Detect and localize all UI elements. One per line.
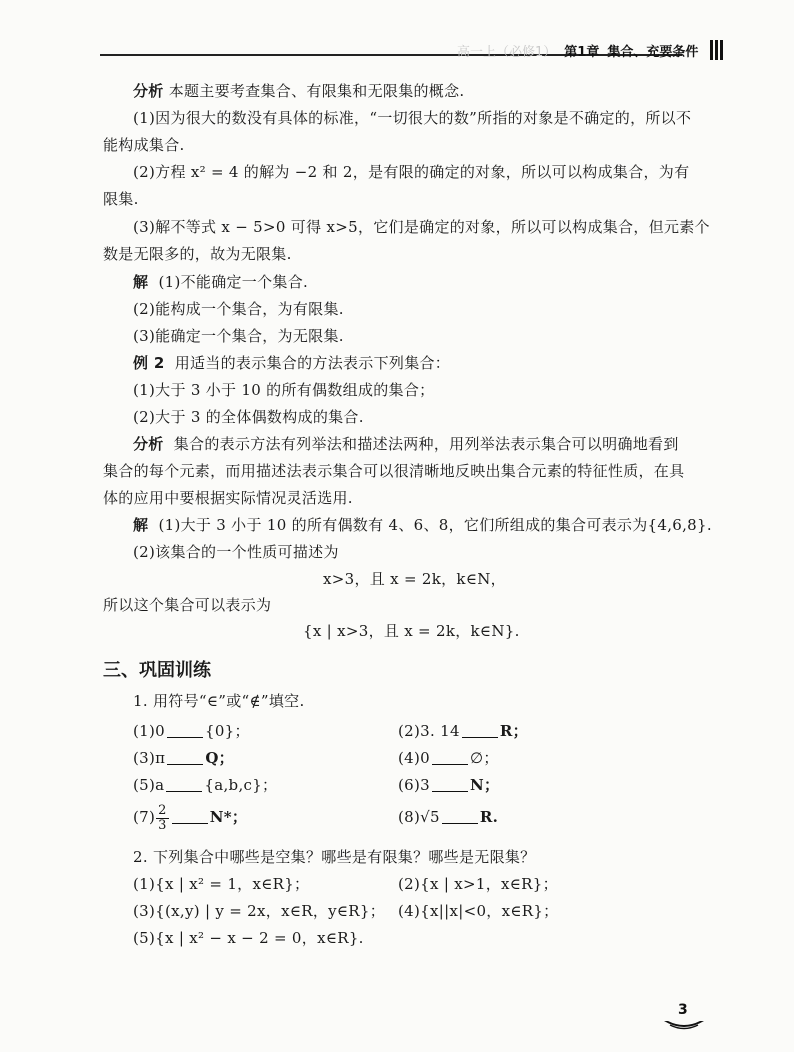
page-number-ornament xyxy=(664,1019,704,1031)
analysis2-line2: 集合的每个元素，而用描述法表示集合可以很清晰地反映出集合元素的特征性质，在具 xyxy=(103,462,685,480)
header-chapter: 第1章 xyxy=(564,44,600,60)
analysis2-line1: 分析 集合的表示方法有列举法和描述法两种，用列举法表示集合可以明确地看到 xyxy=(133,435,679,453)
answer-blank[interactable] xyxy=(172,809,208,824)
running-header xyxy=(457,38,723,62)
analysis1-intro: 分析 本题主要考查集合、有限集和无限集的概念. xyxy=(133,82,465,100)
analysis2-line3: 体的应用中要根据实际情况灵活选用. xyxy=(103,489,353,507)
analysis1-p3a: (3)解不等式 x − 5>0 可得 x>5，它们是确定的对象，所以可以构成集合，但元素个 xyxy=(133,218,710,236)
answer-blank[interactable] xyxy=(167,723,203,738)
exercise2-row: (3){(x,y) | y = 2x，x∈R，y∈R}； (4){x||x|<0，x∈R}； xyxy=(133,902,559,920)
solution2-formula2: {x | x>3，且 x = 2k，k∈N}. xyxy=(303,622,520,640)
example2-title: 例 2 用适当的表示集合的方法表示下列集合： xyxy=(133,354,451,372)
solution1-line2: (2)能构成一个集合，为有限集. xyxy=(133,300,344,318)
answer-blank[interactable] xyxy=(167,750,203,765)
analysis1-p2a: (2)方程 x² = 4 的解为 −2 和 2，是有限的确定的对象，所以可以构成集合，为有 xyxy=(133,163,690,181)
analysis1-p2b: 限集. xyxy=(103,190,139,208)
analysis1-p3b: 数是无限多的，故为无限集. xyxy=(103,245,292,263)
analysis-label: 分析 xyxy=(133,82,164,100)
analysis1-p1a: (1)因为很大的数没有具体的标准，“一切很大的数”所指的对象是不确定的，所以不 xyxy=(133,109,692,127)
fraction: $\frac{2}{3}$ xyxy=(158,802,167,833)
page-number: 3 xyxy=(678,1002,688,1018)
answer-blank[interactable] xyxy=(462,723,498,738)
solution2-line3: 所以这个集合可以表示为 xyxy=(103,596,272,614)
example2-q2: (2)大于 3 的全体偶数构成的集合. xyxy=(133,408,364,426)
exercise2-row: (1){x | x² = 1，x∈R}； (2){x | x>1，x∈R}； xyxy=(133,875,558,893)
exercise1-row: (1)0 {0}； (2)3. 14 R； xyxy=(133,722,528,740)
solution-label: 解 xyxy=(133,273,149,291)
answer-blank[interactable] xyxy=(432,750,468,765)
header-faded-text: 高一上（必修1） xyxy=(457,44,557,60)
exercise1-title: 1. 用符号“∈”或“∉”填空. xyxy=(133,692,305,710)
solution2-line1: 解 (1)大于 3 小于 10 的所有偶数有 4、6、8，它们所组成的集合可表示为{4,6,8}. xyxy=(133,516,712,534)
section-title: 三、巩固训练 xyxy=(103,660,211,681)
solution-label: 解 xyxy=(133,516,149,534)
exercise2-row: (5){x | x² − x − 2 = 0，x∈R}. xyxy=(133,929,364,947)
exercise1-row: (5)a {a,b,c}； (6)3 N； xyxy=(133,776,500,794)
exercise2-title: 2. 下列集合中哪些是空集？哪些是有限集？哪些是无限集？ xyxy=(133,848,536,866)
example-label: 例 2 xyxy=(133,354,165,372)
solution1-line1: 解 (1)不能确定一个集合. xyxy=(133,273,309,291)
analysis-label: 分析 xyxy=(133,435,164,453)
exercise1-row: (7) $\frac{2}{3}$ N*； (8)√5 R. xyxy=(133,802,499,833)
solution1-line3: (3)能确定一个集合，为无限集. xyxy=(133,327,344,345)
exercise1-row: (3)π Q； (4)0 ∅； xyxy=(133,749,499,767)
solution2-line2: (2)该集合的一个性质可描述为 xyxy=(133,543,339,561)
answer-blank[interactable] xyxy=(442,809,478,824)
answer-blank[interactable] xyxy=(432,777,468,792)
solution2-formula1: x>3，且 x = 2k，k∈N， xyxy=(323,570,506,588)
answer-blank[interactable] xyxy=(166,777,202,792)
header-bars-decoration xyxy=(710,40,723,60)
analysis1-p1b: 能构成集合. xyxy=(103,136,185,154)
header-title: 集合、充要条件 xyxy=(607,44,699,60)
example2-q1: (1)大于 3 小于 10 的所有偶数组成的集合； xyxy=(133,381,435,399)
